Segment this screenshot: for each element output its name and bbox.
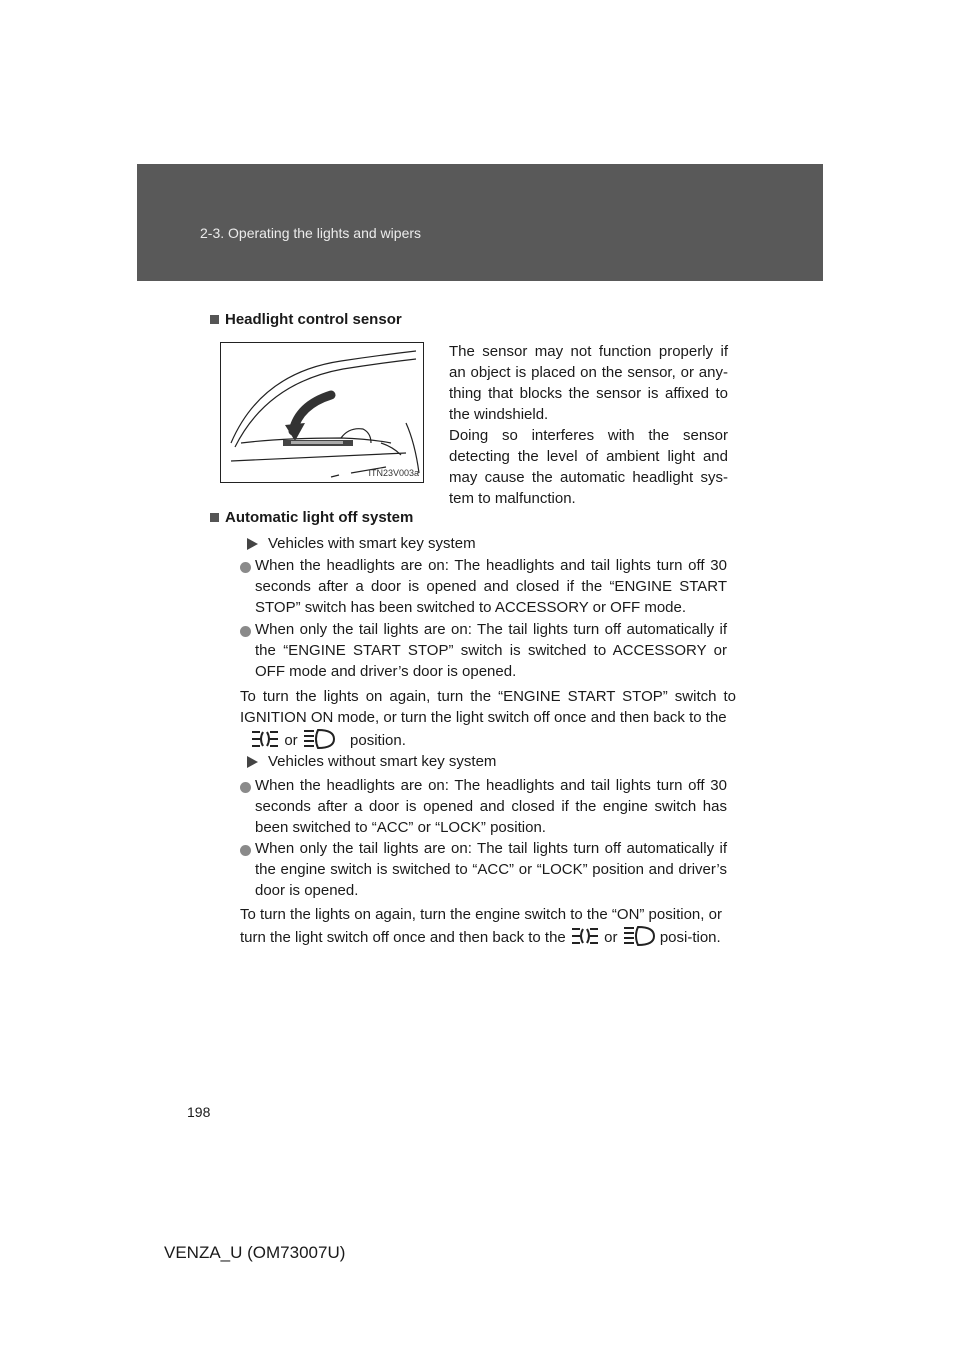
smart-bullet-2: When only the tail lights are on: The tail lights turn off automatically if the “ENGINE START STOP” switch is switched to ACCESSORY or OFF mode and driver’s door is opened. <box>255 621 727 680</box>
sensor-figure <box>220 342 424 483</box>
arrow-bullet-icon <box>247 538 258 550</box>
square-bullet-icon <box>210 513 219 522</box>
smart-key-label: Vehicles with smart key system <box>268 535 476 552</box>
heading-headlight-sensor <box>210 309 402 330</box>
position-text: position. <box>350 732 406 749</box>
no-smart-note-text: To turn the lights on again, turn the engine switch to the “ON” position, or turn the light switch off once and then back to the <box>240 906 722 946</box>
smart-note-text: To turn the lights on again, turn the “ENGINE START STOP” switch to IGNITION ON mode, or turn the light switch off once and then back to the <box>240 688 736 726</box>
tail-light-icon <box>570 925 600 947</box>
round-bullet-icon <box>240 845 251 856</box>
arrow-bullet-icon <box>247 756 258 768</box>
round-bullet-icon <box>240 562 251 573</box>
sensor-text-1: The sensor may not function properly if an object is placed on the sensor, or any-thing that blocks the sensor is affixed to the windshield. <box>449 343 728 423</box>
footer-code: VENZA_U (OM73007U) <box>164 1243 346 1262</box>
square-bullet-icon <box>210 315 219 324</box>
no-smart-note <box>240 904 736 948</box>
heading-auto-off <box>210 507 413 528</box>
headlight-icon <box>302 728 336 750</box>
header-band <box>137 164 823 281</box>
round-bullet-icon <box>240 626 251 637</box>
page-number: 198 <box>187 1104 211 1120</box>
no-smart-bullet-1: When the headlights are on: The headlights and tail lights turn off 30 seconds after a door is opened and closed if the engine switch has been switched to “ACC” or “LOCK” position. <box>255 777 727 836</box>
windshield-illustration <box>221 343 423 482</box>
tail-light-icon <box>250 728 280 750</box>
or-text: or <box>604 929 618 946</box>
position-text: posi-tion. <box>659 929 721 946</box>
no-smart-bullet-2: When only the tail lights are on: The tail lights turn off automatically if the engine switch is switched to “ACC” or “LOCK” position and driver’s door is opened. <box>255 840 727 899</box>
sensor-text-2: Doing so interferes with the sensor detecting the level of ambient light and may cause the automatic headlight sys-tem to malfunction. <box>449 427 728 507</box>
smart-note <box>240 686 736 751</box>
headlight-icon <box>622 925 656 947</box>
heading-text: Headlight control sensor <box>225 311 402 328</box>
figure-code: ITN23V003a <box>368 468 419 478</box>
section-title: 2-3. Operating the lights and wipers <box>200 225 422 241</box>
or-text: or <box>284 732 298 749</box>
no-smart-key-label: Vehicles without smart key system <box>268 753 497 770</box>
round-bullet-icon <box>240 782 251 793</box>
smart-bullet-1: When the headlights are on: The headlights and tail lights turn off 30 seconds after a door is opened and closed if the “ENGINE START STOP” switch has been switched to ACCESSORY or OFF mode. <box>255 557 727 616</box>
heading-text: Automatic light off system <box>225 509 414 526</box>
